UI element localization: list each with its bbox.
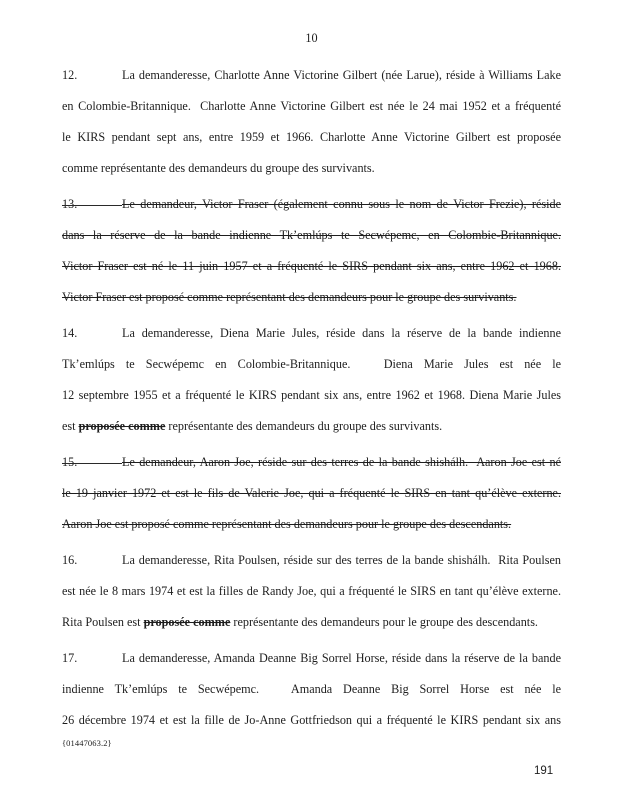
text-line [62,380,561,411]
text-line [62,153,561,184]
text-line [62,122,561,153]
struck-text-segment: le 19 janvier 1972 et est le fils de Valerie Joe, qui a fréquenté le SIRS en tant qu’élève externe. [62,486,561,500]
text-segment: est [62,419,79,433]
text-segment: Tk’emlúps te Secwépemc en Colombie-Britannique. Diena Marie Jules est née le [62,357,561,371]
text-line [62,411,561,442]
text-line [62,545,561,576]
document-body [62,60,561,736]
text-line [62,478,561,509]
line-text [122,447,561,478]
text-segment: La demanderesse, Amanda Deanne Big Sorrel Horse, réside dans la réserve de la bande [122,651,561,665]
text-line [62,282,561,313]
text-segment: La demanderesse, Charlotte Anne Victorine Gilbert (née Larue), réside à Williams Lake [122,68,561,82]
struck-text-segment: Aaron Joe est proposé comme représentant des demandeurs pour le groupe des descendants. [62,517,512,531]
line-text [62,220,561,251]
line-text [62,282,561,313]
line-text [62,478,561,509]
text-line [62,509,561,540]
text-line [62,643,561,674]
paragraph-number: 14. [62,326,78,340]
line-text [122,60,561,91]
document-id-stamp: {01447063.2} [62,738,112,748]
struck-text-segment: proposée comme [78,419,166,433]
paragraph-13 [62,189,561,313]
text-line [62,60,561,91]
page-number-stamp: 191 [534,765,554,777]
struck-text-segment: dans la réserve de la bande indienne Tk’emlúps te Secwépemc, en Colombie-Britannique. [62,228,561,242]
struck-text-segment: Le demandeur, Aaron Joe, réside sur des terres de la bande shishálh. Aaron Joe est né [122,455,561,469]
struck-text-segment: Le demandeur, Victor Fraser (également connu sous le nom de Victor Frezie), réside [122,197,561,211]
text-segment: 12 septembre 1955 et a fréquenté le KIRS pendant six ans, entre 1962 et 1968. Diena Marie Jules [62,388,561,402]
text-line [62,220,561,251]
paragraph-15 [62,447,561,540]
paragraph-number: 12. [62,68,78,82]
paragraph-number: 13. [62,189,122,220]
line-text [122,189,561,220]
page-number-top: 10 [305,31,318,45]
line-text [62,251,561,282]
text-segment: La demanderesse, Rita Poulsen, réside sur des terres de la bande shishálh. Rita Poulsen [122,553,561,567]
line-text [62,674,561,705]
line-text [62,576,561,607]
line-text [122,643,561,674]
text-line [62,447,561,478]
text-line [62,607,561,638]
line-text [62,153,561,184]
text-line [62,705,561,736]
struck-text-segment: proposée comme [143,615,231,629]
text-segment: représentante des demandeurs du groupe des survivants. [165,419,443,433]
paragraph-16 [62,545,561,638]
text-segment: La demanderesse, Diena Marie Jules, réside dans la réserve de la bande indienne [122,326,561,340]
paragraph-number: 16. [62,553,78,567]
text-segment: représentante des demandeurs pour le groupe des descendants. [230,615,538,629]
line-text [62,122,561,153]
text-line [62,318,561,349]
line-text [62,705,561,736]
paragraph-number: 15. [62,447,122,478]
text-segment: le KIRS pendant sept ans, entre 1959 et 1966. Charlotte Anne Victorine Gilbert est proposée [62,130,561,144]
paragraph-number: 17. [62,651,78,665]
text-line [62,674,561,705]
line-text [62,509,561,540]
text-segment: en Colombie-Britannique. Charlotte Anne Victorine Gilbert est née le 24 mai 1952 et a fréquenté [62,99,561,113]
line-text [62,349,561,380]
text-segment: est née le 8 mars 1974 et est la filles de Randy Joe, qui a fréquenté le SIRS en tant qu’élève externe. [62,584,561,598]
line-text [62,607,561,638]
paragraph-17 [62,643,561,736]
line-text [62,411,561,442]
text-segment: indienne Tk’emlúps te Secwépemc. Amanda Deanne Big Sorrel Horse est née le [62,682,561,696]
text-segment: comme représentante des demandeurs du groupe des survivants. [62,161,375,175]
text-segment: 26 décembre 1974 et est la fille de Jo-Anne Gottfriedson qui a fréquenté le KIRS pendant six ans [62,713,561,727]
line-text [62,380,561,411]
line-text [122,318,561,349]
text-line [62,189,561,220]
text-line [62,251,561,282]
text-line [62,349,561,380]
line-text [122,545,561,576]
paragraph-14 [62,318,561,442]
struck-text-segment: Victor Fraser est né le 11 juin 1957 et a fréquenté le SIRS pendant six ans, entre 1962 et 1968. [62,259,561,273]
text-line [62,91,561,122]
paragraph-12 [62,60,561,184]
text-segment: Rita Poulsen est [62,615,144,629]
struck-text-segment: Victor Fraser est proposé comme représentant des demandeurs pour le groupe des survivants. [62,290,517,304]
line-text [62,91,561,122]
text-line [62,576,561,607]
